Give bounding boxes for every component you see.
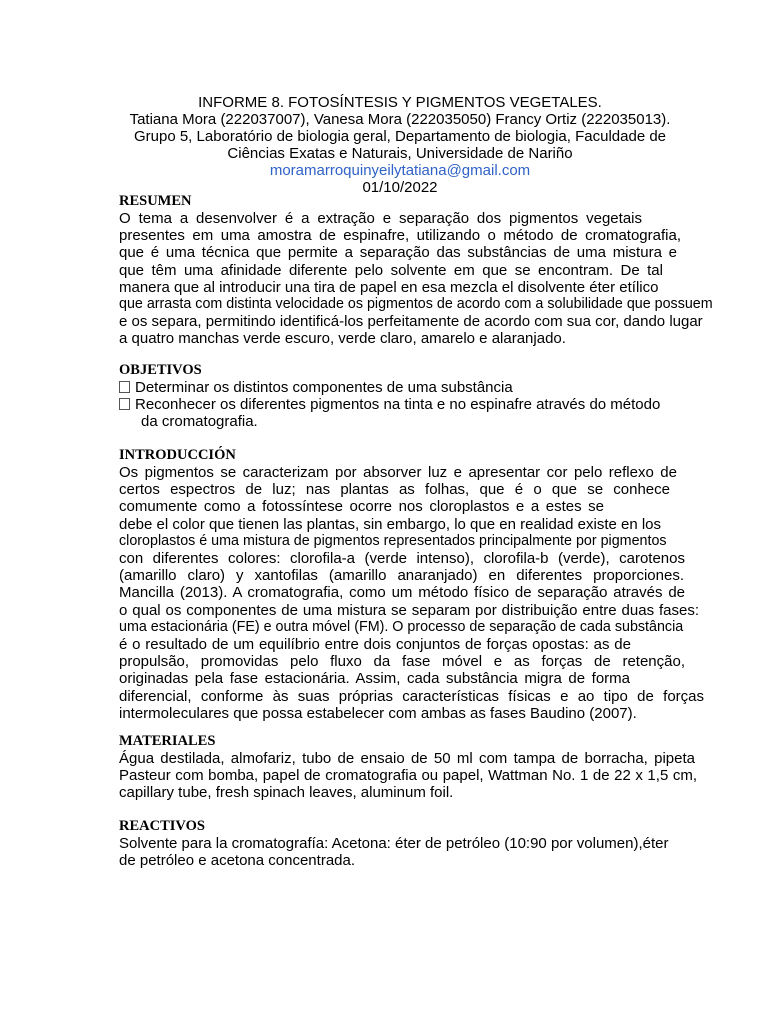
author-email-link[interactable]: moramarroquinyeilytatiana@gmail.com [269, 162, 531, 179]
heading-introduccion: INTRODUCCIÓN [119, 447, 236, 463]
authors: Tatiana Mora (222037007), Vanesa Mora (222035050) Francy Ortiz (222035013). [129, 111, 671, 128]
checkbox-icon [119, 381, 130, 393]
introduccion-line: comumente como a fotossíntese ocorre nos cloroplastos e a estes se [119, 498, 604, 516]
document-header [100, 94, 700, 196]
introduccion-line: (amarillo claro) y xantofilas (amarillo anaranjado) en diferentes proporciones. [119, 567, 684, 585]
objective-text: Reconhecer os diferentes pigmentos na tinta e no espinafre através do método [135, 396, 661, 414]
resumen-line: O tema a desenvolver é a extração e separação dos pigmentos vegetais [119, 210, 642, 227]
affiliation-line-2: Ciências Exatas e Naturais, Universidade de Nariño [227, 145, 573, 162]
report-date: 01/10/2022 [362, 179, 438, 196]
section-materiales [119, 733, 739, 802]
introduccion-line: o qual os componentes de uma mistura se separam por distribuição entre duas fases: [119, 601, 699, 619]
resumen-line: e os separa, permitindo identificá-los perfeitamente de acordo com sua cor, dando lugar [119, 313, 703, 331]
heading-resumen: RESUMEN [119, 193, 192, 209]
introduccion-line: intermoleculares que possa estabelecer com ambas as fases Baudino (2007). [119, 704, 637, 722]
introduccion-line: Mancilla (2013). A cromatografia, como um método físico de separação através de [119, 584, 685, 602]
objective-item [119, 379, 739, 396]
resumen-line: manera que al introducir una tira de papel en esa mezcla el disolvente éter etílico [119, 278, 659, 296]
resumen-line: presentes em uma amostra de espinafre, utilizando o método de cromatografia, [119, 227, 681, 245]
introduccion-line: propulsão, promovidas pelo fluxo da fase móvel e as forças de retenção, [119, 653, 685, 671]
introduccion-line: cloroplastos é uma mistura de pigmentos representados principalmente por pigmentos [119, 532, 667, 549]
objective-text: Determinar os distintos componentes de uma substância [135, 379, 513, 396]
objective-text-continued: da cromatografia. [141, 413, 258, 431]
introduccion-line: uma estacionária (FE) e outra móvel (FM). O processo de separação de cada substância [119, 618, 684, 635]
introduccion-line: originadas pela fase estacionária. Assim, cada substância migra de forma [119, 670, 630, 688]
section-resumen [119, 193, 739, 348]
resumen-line: que é uma técnica que permite a separação das substâncias de uma mistura e [119, 244, 677, 262]
affiliation-line-1: Grupo 5, Laboratório de biologia geral, Departamento de biologia, Faculdade de [133, 128, 667, 145]
heading-objetivos: OBJETIVOS [119, 362, 202, 378]
materiales-line: Pasteur com bomba, papel de cromatografia ou papel, Wattman No. 1 de 22 x 1,5 cm, [119, 767, 697, 785]
reactivos-line: de petróleo e acetona concentrada. [119, 852, 356, 870]
section-reactivos [119, 818, 739, 869]
heading-materiales: MATERIALES [119, 733, 216, 749]
introduccion-line: diferencial, conforme às suas próprias características físicas e ao tipo de forças [119, 687, 704, 705]
materiales-line: capillary tube, fresh spinach leaves, aluminum foil. [119, 784, 454, 802]
introduccion-line: é o resultado de um equilíbrio entre dois conjuntos de forças opostas: as de [119, 636, 631, 654]
resumen-line: que têm uma afinidade diferente pelo solvente em que se encontram. De tal [119, 261, 663, 279]
objective-item [119, 396, 739, 413]
materiales-line: Água destilada, almofariz, tubo de ensaio de 50 ml com tampa de borracha, pipeta [119, 750, 695, 767]
introduccion-line: Os pigmentos se caracterizam por absorver luz e apresentar cor pelo reflexo de [119, 464, 677, 481]
reactivos-line: Solvente para la cromatografía: Acetona: éter de petróleo (10:90 por volumen),éter [119, 835, 669, 852]
introduccion-line: con diferentes colores: clorofila-a (verde intenso), clorofila-b (verde), carotenos [119, 550, 685, 568]
resumen-line: a quatro manchas verde escuro, verde claro, amarelo e alaranjado. [119, 330, 566, 348]
resumen-line: que arrasta com distinta velocidade os pigmentos de acordo com a solubilidade que possuem [119, 296, 713, 313]
section-introduccion [119, 447, 739, 722]
checkbox-icon [119, 398, 130, 410]
introduccion-line: debe el color que tienen las plantas, sin embargo, lo que en realidad existe en los [119, 515, 662, 533]
introduccion-line: certos espectros de luz; nas plantas as folhas, que é o que se conhece [119, 481, 670, 499]
heading-reactivos: REACTIVOS [119, 818, 205, 834]
section-objetivos [119, 362, 739, 431]
report-title: INFORME 8. FOTOSÍNTESIS Y PIGMENTOS VEGETALES. [198, 94, 602, 111]
